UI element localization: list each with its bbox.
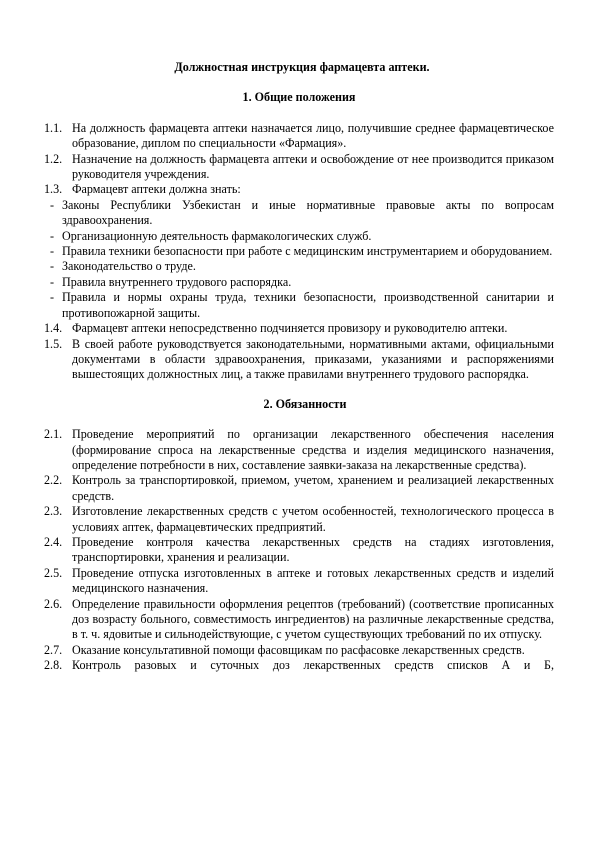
clause-text: На должность фармацевта аптеки назначается лицо, получившие среднее фармацевтическое образование, диплом по специальности «Фармация». <box>72 120 554 151</box>
bullet-text: Законодательство о труде. <box>62 259 196 274</box>
clause-text: Контроль разовых и суточных доз лекарственных средств списков А и Б, <box>72 658 554 673</box>
clause-text: Определение правильности оформления рецептов (требований) (соответствие прописанных доз возрасту больного, совместимость ингредиентов) на различные лекарственные средства, в т. ч. ядовитые и сильнодействующие, с учетом существующих требований по их отпуску. <box>72 596 554 642</box>
clause-2-6 <box>44 597 554 643</box>
clause-2-5 <box>44 566 554 597</box>
clause-number: 1.5. <box>44 336 63 351</box>
bullet-text: Организационную деятельность фармакологических служб. <box>62 228 372 243</box>
clause-2-7 <box>44 643 554 658</box>
clause-number: 1.3. <box>44 182 63 197</box>
knowledge-item <box>44 229 554 244</box>
clause-text: Проведение мероприятий по организации лекарственного обеспечения населения (формирование спроса на лекарственные средства и изделия медицинского назначения, определение потребности в них, составление заявки-заказа на лекарственные средства). <box>72 427 554 472</box>
bullet-dash: - <box>50 197 55 212</box>
clause-text: Контроль за транспортировкой, приемом, учетом, хранением и реализацией лекарственных средств. <box>72 473 554 503</box>
bullet-dash: - <box>50 228 55 243</box>
clause-number: 2.5. <box>44 565 63 580</box>
clause-number: 1.1. <box>44 120 63 135</box>
clause-1-5 <box>44 337 554 383</box>
clause-number: 2.8. <box>44 658 63 673</box>
clause-number: 1.4. <box>44 321 63 336</box>
clause-number: 2.1. <box>44 427 63 442</box>
section-heading-general: 1. Общие положения <box>242 90 356 105</box>
clause-text: Проведение контроля качества лекарственных средств на стадиях изготовления, транспортировки, хранения и реализации. <box>72 534 554 565</box>
clause-text: Назначение на должность фармацевта аптеки и освобождение от нее производится приказом руководителя учреждения. <box>72 151 554 182</box>
knowledge-item <box>44 290 554 321</box>
bullet-dash: - <box>50 259 55 274</box>
clause-2-2 <box>44 473 554 504</box>
clause-text: Фармацевт аптеки непосредственно подчиняется провизору и руководителю аптеки. <box>72 321 508 336</box>
knowledge-item <box>44 244 554 259</box>
section-heading-duties: 2. Обязанности <box>263 396 347 411</box>
bullet-dash: - <box>50 244 55 259</box>
bullet-text: Правила внутреннего трудового распорядка. <box>62 274 292 289</box>
clause-1-3 <box>44 182 554 197</box>
clause-number: 2.7. <box>44 642 63 657</box>
clause-1-2 <box>44 152 554 183</box>
clause-number: 2.6. <box>44 596 63 611</box>
clause-text: Фармацевт аптеки должна знать: <box>72 182 241 197</box>
clause-text: В своей работе руководствуется законодательными, нормативными актами, официальными документами в области здравоохранения, приказами, указаниями и распоряжениями вышестоящих должностных лиц, а также правилами внутреннего трудового распорядка. <box>72 336 554 382</box>
clause-number: 2.4. <box>44 534 63 549</box>
bullet-dash: - <box>50 274 55 289</box>
knowledge-item <box>44 259 554 274</box>
clause-text: Оказание консультативной помощи фасовщикам по расфасовке лекарственных средств. <box>72 642 525 657</box>
clause-1-4 <box>44 321 554 336</box>
clause-text: Изготовление лекарственных средств с учетом особенностей, технологического процесса в условиях аптек, фармацевтических предприятий. <box>72 504 554 534</box>
clause-text: Проведение отпуска изготовленных в аптеке и готовых лекарственных средств и изделий медицинского назначения. <box>72 565 554 596</box>
knowledge-item <box>44 198 554 229</box>
document-title: Должностная инструкция фармацевта аптеки. <box>174 60 430 74</box>
bullet-dash: - <box>50 290 55 305</box>
clause-2-3 <box>44 504 554 535</box>
clause-2-8 <box>44 658 554 673</box>
clause-2-1 <box>44 427 554 473</box>
clause-number: 2.2. <box>44 473 63 488</box>
clause-1-1 <box>44 121 554 152</box>
bullet-text: Законы Республики Узбекистан и иные нормативные правовые акты по вопросам здравоохранения. <box>62 197 554 228</box>
bullet-text: Правила техники безопасности при работе с медицинским инструментарием и оборудованием. <box>62 244 553 259</box>
clause-number: 1.2. <box>44 151 63 166</box>
knowledge-item <box>44 275 554 290</box>
bullet-text: Правила и нормы охраны труда, техники безопасности, производственной санитарии и противопожарной защиты. <box>62 290 554 320</box>
clause-number: 2.3. <box>44 504 63 519</box>
clause-2-4 <box>44 535 554 566</box>
